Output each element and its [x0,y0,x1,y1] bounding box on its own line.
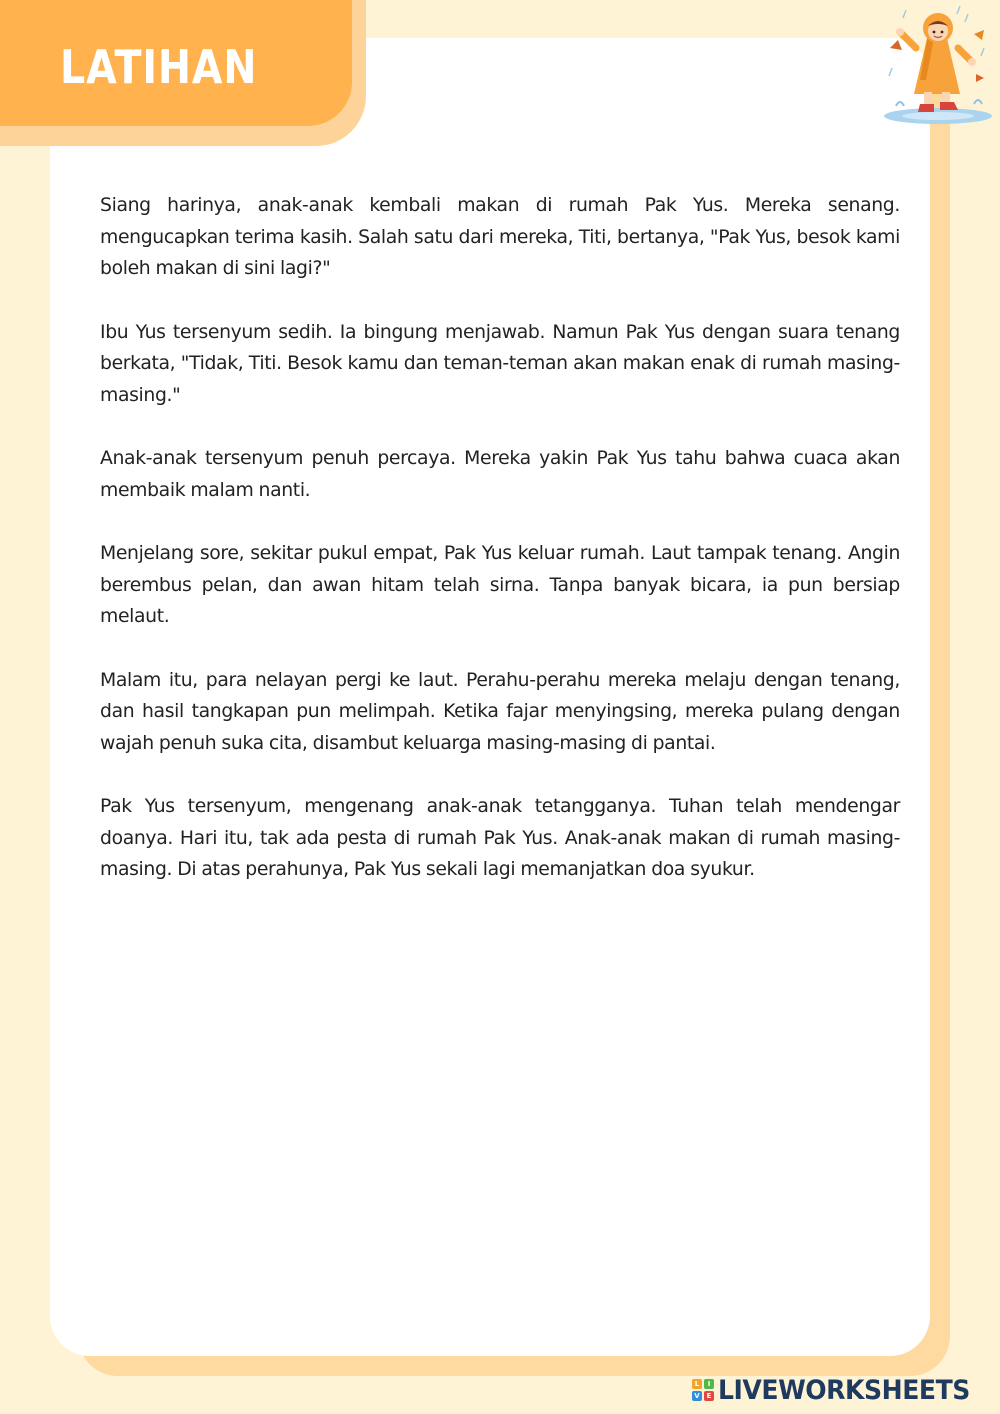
child-in-raincoat-illustration-icon [876,4,994,128]
paragraph: Anak-anak tersenyum penuh percaya. Mereka yakin Pak Yus tahu bahwa cuaca akan membaik malam nanti. [100,448,900,501]
paragraph: Menjelang sore, sekitar pukul empat, Pak Yus keluar rumah. Laut tampak tenang. Angin berembus pelan, dan awan hitam telah sirna. Tanpa banyak bicara, ia pun bersiap melaut. [100,543,900,627]
paragraph: Ibu Yus tersenyum sedih. Ia bingung menjawab. Namun Pak Yus dengan suara tenang berkata, "Tidak, Titi. Besok kamu dan teman-teman akan makan enak di rumah masing-masing." [100,321,900,406]
brand-name: LIVEWORKSHEETS [718,1374,970,1406]
paragraph: Siang harinya, anak-anak kembali makan di rumah Pak Yus. Mereka senang. mengucapkan terima kasih. Salah satu dari mereka, Titi, bertanya, "Pak Yus, besok kami boleh makan di sini lagi?" [100,195,900,279]
paragraph: Pak Yus tersenyum, mengenang anak-anak tetangganya. Tuhan telah mendengar doanya. Hari itu, tak ada pesta di rumah Pak Yus. Anak-anak makan di rumah masing-masing. Di atas perahunya, Pak Yus sekali lagi memanjatkan doa syukur. [100,796,900,880]
liveworksheets-logo-icon: L I V E [692,1379,714,1401]
paragraph: Malam itu, para nelayan pergi ke laut. Perahu-perahu mereka melaju dengan tenang, dan hasil tangkapan pun melimpah. Ketika fajar menyingsing, mereka pulang dengan wajah penuh suka cita, disambut keluarga masing-masing di pantai. [100,669,900,754]
liveworksheets-brand[interactable] [692,1374,989,1406]
header-banner [0,0,352,126]
page-title: LATIHAN [60,40,258,94]
story-text [100,190,900,918]
